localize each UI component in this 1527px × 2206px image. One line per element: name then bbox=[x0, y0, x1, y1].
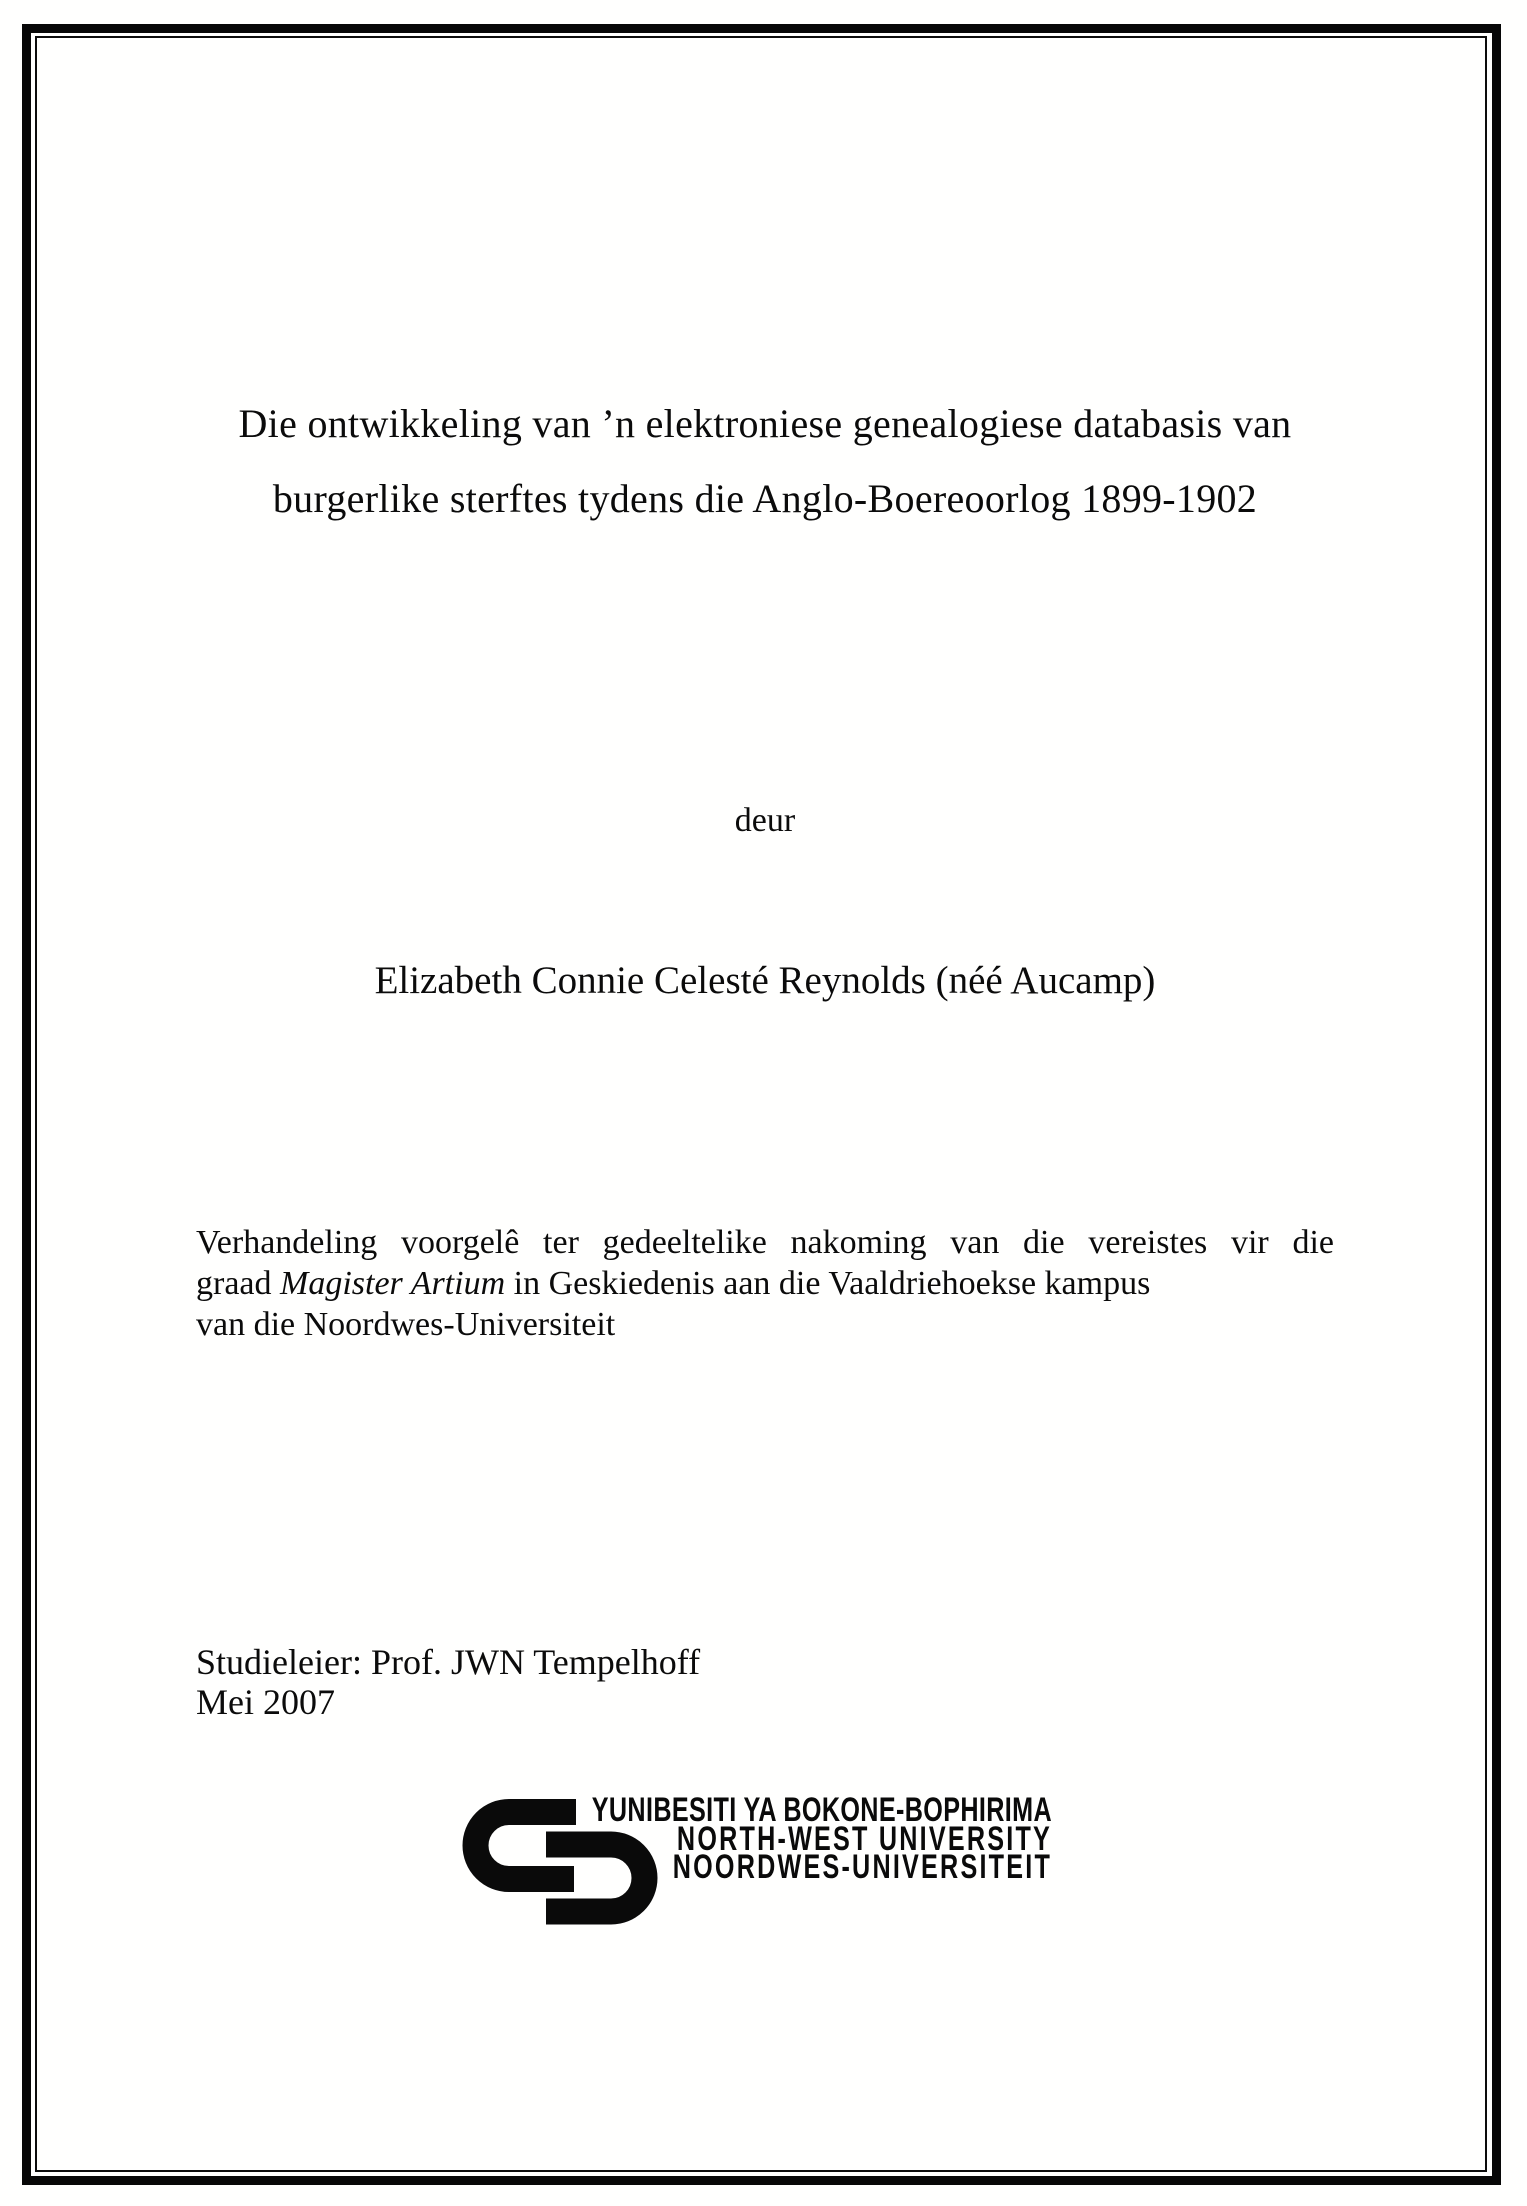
degree-line2-prefix: graad bbox=[196, 1265, 281, 1302]
author-name: Elizabeth Connie Celesté Reynolds (néé Aucamp) bbox=[374, 959, 1156, 1002]
title-line-1: Die ontwikkeling van ’n elektroniese genealogiese databasis van bbox=[238, 401, 1292, 446]
degree-statement bbox=[196, 1222, 1334, 1345]
date-line: Mei 2007 bbox=[196, 1682, 335, 1722]
university-logo-text bbox=[430, 1791, 1052, 1886]
degree-name-italic: Magister Artium bbox=[280, 1265, 506, 1302]
degree-statement-line-3: van die Noordwes-Universiteit bbox=[196, 1306, 616, 1343]
page-title bbox=[190, 386, 1340, 536]
degree-line2-suffix: in Geskiedenis aan die Vaaldriehoekse kampus bbox=[505, 1265, 1151, 1302]
degree-statement-line-2 bbox=[196, 1263, 1334, 1304]
university-name-setswana: YUNIBESITI YA BOKONE-BOPHIRIMA bbox=[591, 1791, 1052, 1829]
degree-statement-line-1: Verhandeling voorgelê ter gedeeltelike nakoming van die vereistes vir die bbox=[196, 1224, 1334, 1261]
supervisor-block bbox=[196, 1642, 700, 1722]
byline: deur bbox=[734, 802, 796, 839]
university-name-english: NORTH-WEST UNIVERSITY bbox=[676, 1819, 1052, 1858]
title-line-2: burgerlike sterftes tydens die Anglo-Boereoorlog 1899-1902 bbox=[272, 476, 1258, 521]
university-name-afrikaans: NOORDWES-UNIVERSITEIT bbox=[672, 1848, 1052, 1886]
supervisor-line: Studieleier: Prof. JWN Tempelhoff bbox=[196, 1642, 701, 1682]
